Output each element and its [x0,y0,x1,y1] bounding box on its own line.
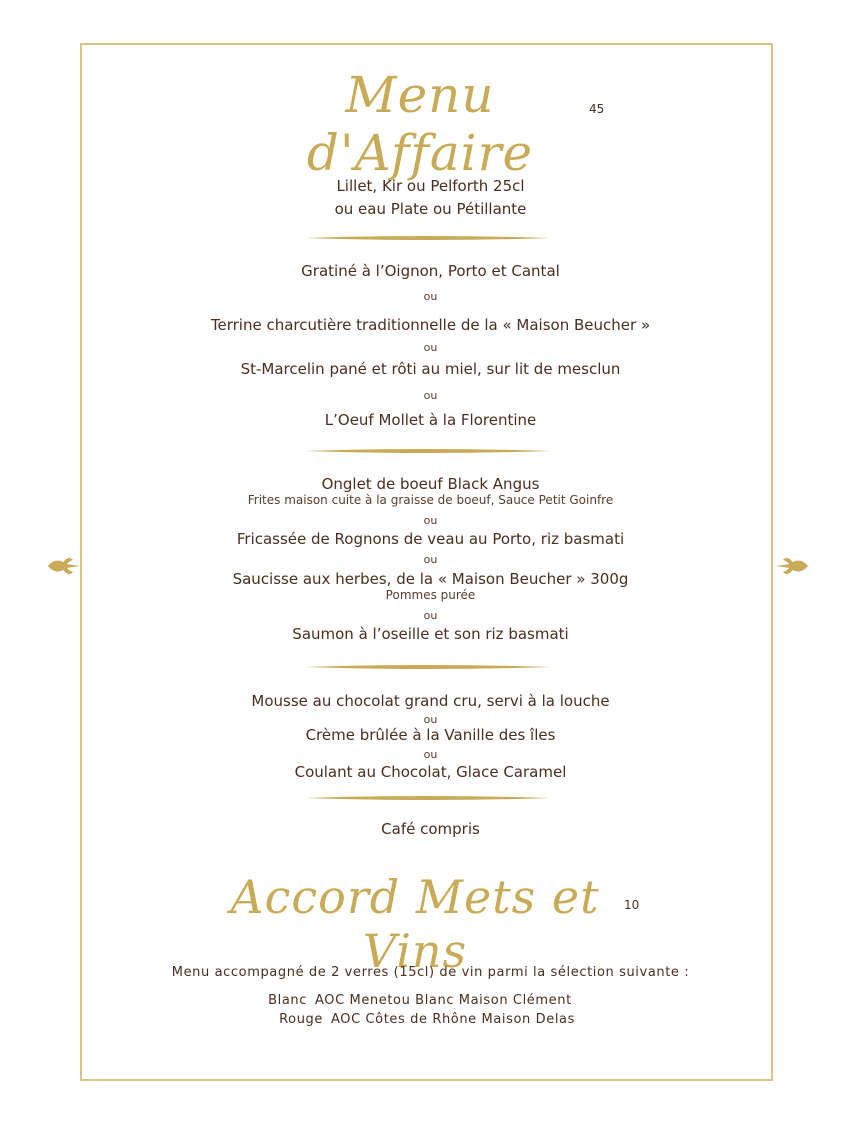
aperitif-line-2: ou eau Plate ou Pétillante [334,200,527,218]
main-2: Fricassée de Rognons de veau au Porto, riz basmati [236,530,625,548]
or-separator: ou [423,290,438,303]
pairing-title: Accord Mets et Vins [230,870,600,978]
coffee-included: Café compris [381,820,480,838]
aperitif-line-1: Lillet, Kir ou Pelforth 25cl [336,177,525,195]
main-1-detail: Frites maison cuite à la graisse de boeuf, Sauce Petit Goinfre [247,493,614,507]
dessert-2: Crème brûlée à la Vanille des îles [305,726,556,744]
wine-kind-label: Rouge [279,1012,323,1027]
pairing-intro: Menu accompagné de 2 verres (15cl) de vin parmi la sélection suivante : [171,965,690,980]
dessert-3: Coulant au Chocolat, Glace Caramel [294,763,567,781]
main-4: Saumon à l’oseille et son riz basmati [292,625,569,643]
starter-2: Terrine charcutière traditionnelle de la « Maison Beucher » [210,316,651,334]
or-separator: ou [423,748,438,761]
or-separator: ou [423,389,438,402]
gold-divider [305,664,551,670]
main-3: Saucisse aux herbes, de la « Maison Beucher » 300g [232,570,629,588]
or-separator: ou [423,341,438,354]
wine-row-red [255,1012,575,1027]
dessert-1: Mousse au chocolat grand cru, servi à la louche [251,692,610,710]
wine-kind-label: Blanc [268,993,307,1008]
starter-4: L’Oeuf Mollet à la Florentine [324,411,537,429]
or-separator: ou [423,553,438,566]
menu-title: Menu d'Affaire [306,66,534,182]
gold-divider [305,795,551,801]
menu-price: 45 [589,102,605,116]
main-3-detail: Pommes purée [385,588,476,602]
wine-name: AOC Menetou Blanc Maison Clément [315,993,572,1008]
main-1: Onglet de boeuf Black Angus [321,475,540,493]
wine-row-white [255,993,572,1008]
or-separator: ou [423,514,438,527]
starter-3: St-Marcelin pané et rôti au miel, sur lit de mesclun [240,360,621,378]
or-separator: ou [423,713,438,726]
or-separator: ou [423,609,438,622]
gold-divider [305,235,551,241]
starter-1: Gratiné à l’Oignon, Porto et Cantal [301,262,560,280]
wine-name: AOC Côtes de Rhône Maison Delas [331,1012,575,1027]
pairing-price: 10 [624,898,640,912]
gold-divider [305,448,551,454]
